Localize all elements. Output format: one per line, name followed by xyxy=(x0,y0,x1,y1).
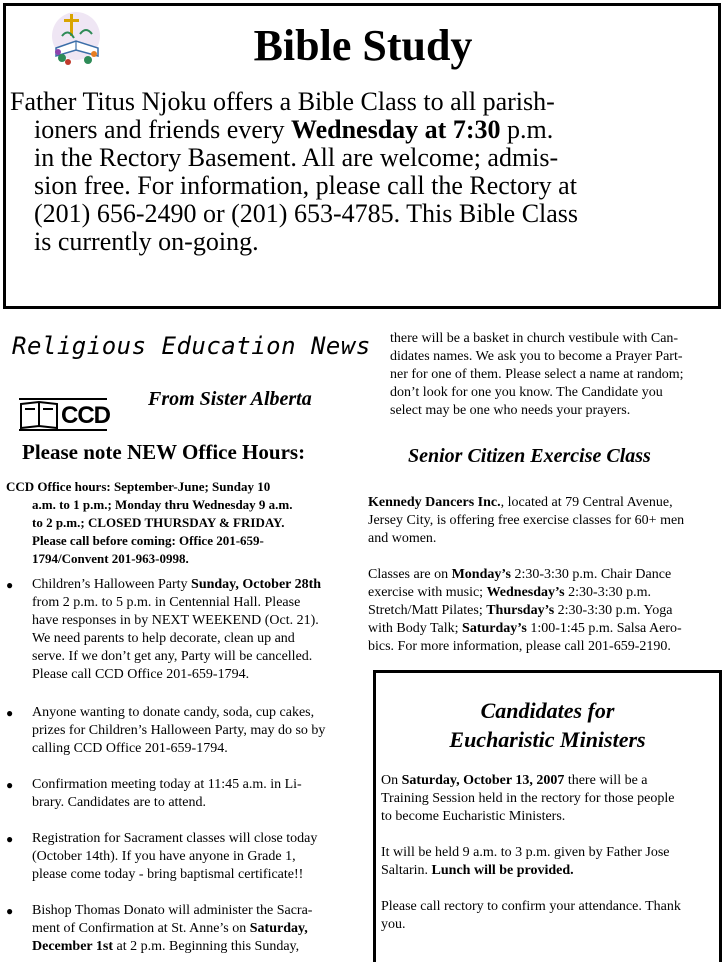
text-line: in the Rectory Basement. All are welcome; admis- xyxy=(34,143,559,172)
text-line: Please call before coming: Office 201-659- xyxy=(32,533,264,548)
list-item: Bishop Thomas Donato will administer the Sacra- ment of Confirmation at St. Anne’s on Saturday, December 1st at 2 p.m. Beginning this Sunday, xyxy=(32,903,313,954)
bible-class-time: Wednesday at 7:30 xyxy=(291,115,501,144)
list-item: Confirmation meeting today at 11:45 a.m. in Li- brary. Candidates are to attend. xyxy=(32,777,302,810)
text-line: to 2 p.m.; CLOSED THURSDAY & FRIDAY. xyxy=(32,515,285,530)
bullet-icon: ● xyxy=(6,578,14,592)
text-line: is currently on-going. xyxy=(34,227,259,256)
religious-education-header: Religious Education News xyxy=(12,332,371,360)
ccd-logo xyxy=(17,396,109,432)
text-line: a.m. to 1 p.m.; Monday thru Wednesday 9 a.m. xyxy=(32,497,293,512)
bullet-icon: ● xyxy=(6,706,14,720)
list-item: Children’s Halloween Party Sunday, October 28th from 2 p.m. to 5 p.m. in Centennial Hall. Please have responses in by NEXT WEEKEND (Oct. 21). We need parents to help decorate, clean up and serve. If we don’t get any, Party will be cancelled. Please call CCD Office 201-659-1794. xyxy=(32,577,322,682)
bible-study-text xyxy=(10,88,716,256)
text-line: ioners and friends every Wednesday at 7:30 p.m. xyxy=(34,115,554,144)
class-schedule-text: Classes are on Monday’s 2:30-3:30 p.m. Chair Dance exercise with music; Wednesday’s 2:30-3:30 p.m. Stretch/Matt Pilates; Thursday’s 2:30-3:30 p.m. Yoga with Body Talk; Saturday’s 1:00-1:45 p.m. Salsa Aero- bics. For more information, please call 201-659-2190. xyxy=(368,567,682,654)
ccd-logo-text: CCD xyxy=(61,402,110,429)
bullet-icon: ● xyxy=(6,904,14,918)
text-line: Father Titus Njoku offers a Bible Class to all parish- xyxy=(10,87,555,116)
office-hours-header: Please note NEW Office Hours: xyxy=(22,440,306,464)
text-line: sion free. For information, please call the Rectory at xyxy=(34,171,577,200)
office-hours-text xyxy=(6,478,358,568)
candidates-title: Candidates for Eucharistic Ministers xyxy=(449,698,646,752)
list-item: Anyone wanting to donate candy, soda, cup cakes, prizes for Children’s Halloween Party, may do so by calling CCD Office 201-659-1794. xyxy=(32,705,326,756)
from-sister-alberta: From Sister Alberta xyxy=(148,388,312,410)
kennedy-dancers-text: Kennedy Dancers Inc., located at 79 Central Avenue, Jersey City, is offering free exercise classes for 60+ men and women. xyxy=(368,495,685,546)
text-line: 1794/Convent 201-963-0998. xyxy=(32,551,189,566)
list-item: Registration for Sacrament classes will close today (October 14th). If you have anyone in Grade 1, please come today - bring baptismal certificate!! xyxy=(32,831,318,882)
prayer-partner-text: there will be a basket in church vestibule with Can- didates names. We ask you to become a Prayer Part- ner for one of them. Please select a name at random; don’t look for one you know. The Candidate you select may be one who needs your prayers. xyxy=(390,331,684,418)
text-line: (201) 656-2490 or (201) 653-4785. This Bible Class xyxy=(34,199,579,228)
text-line: CCD Office hours: September-June; Sunday 10 xyxy=(6,479,271,494)
senior-exercise-header: Senior Citizen Exercise Class xyxy=(408,445,651,467)
bullet-icon: ● xyxy=(6,778,14,792)
candidates-text: On Saturday, October 13, 2007 there will be a Training Session held in the rectory for those people to become Eucharistic Ministers. It will be held 9 a.m. to 3 p.m. given by Father Jose Saltarin. Lunch will be provided. Please call rectory to confirm your attendance. Thank you. xyxy=(381,773,681,932)
bullet-icon: ● xyxy=(6,832,14,846)
bible-study-title: Bible Study xyxy=(253,21,473,70)
